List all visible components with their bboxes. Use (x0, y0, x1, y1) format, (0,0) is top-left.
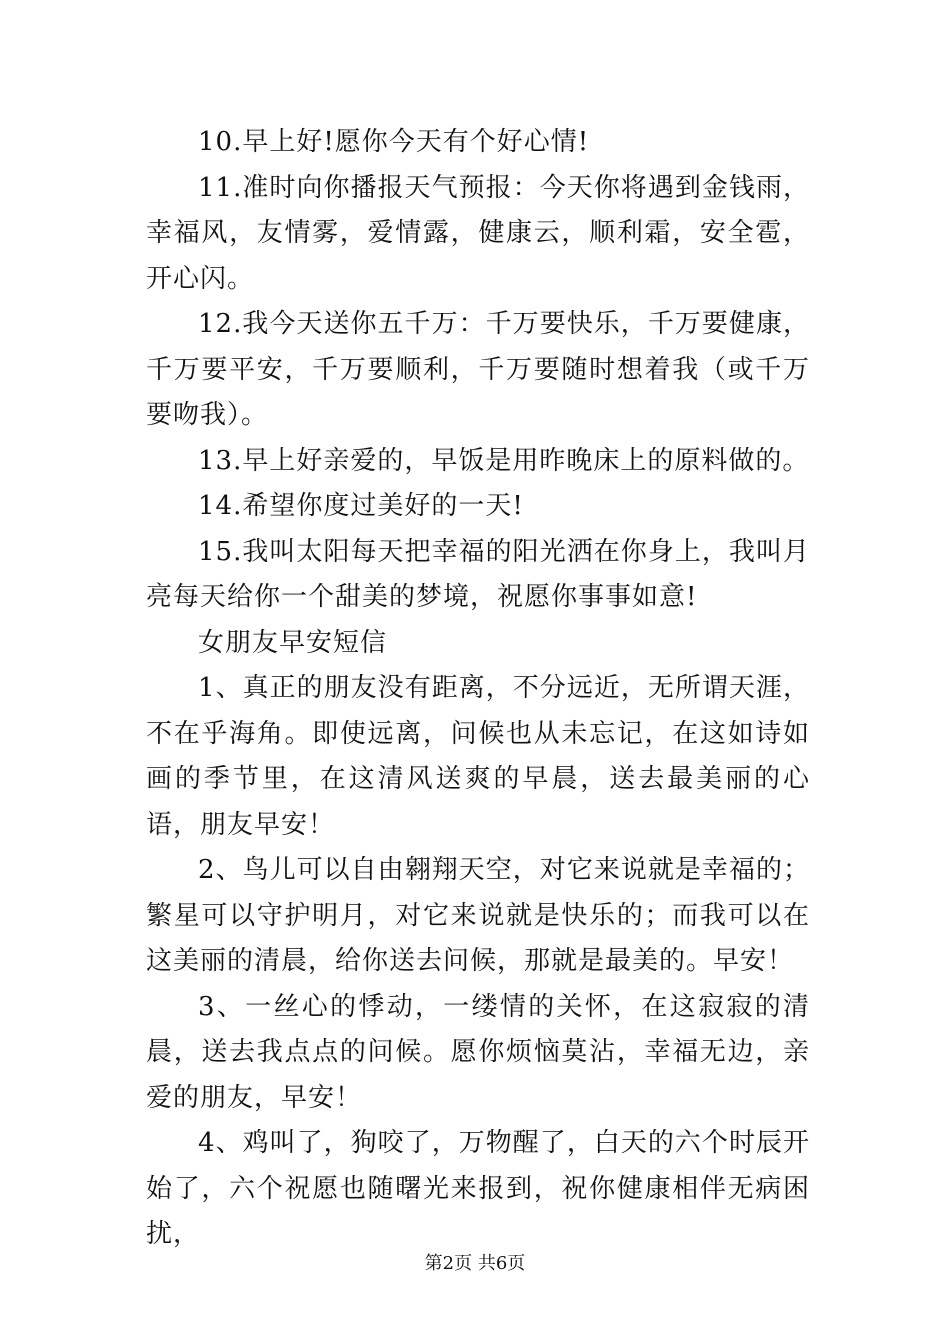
paragraph-11: 11.准时向你播报天气预报：今天你将遇到金钱雨，幸福风，友情雾，爱情露，健康云，顺利霜，安全雹，开心闪。 (146, 172, 810, 294)
paragraph-12: 12.我今天送你五千万：千万要快乐，千万要健康，千万要平安，千万要顺利，千万要随时想着我（或千万要吻我）。 (146, 309, 810, 430)
document-body (146, 120, 810, 1258)
paragraph-13: 13.早上好亲爱的，早饭是用昨晚床上的原料做的。 (198, 445, 810, 476)
paragraph-3: 3、一丝心的悸动，一缕情的关怀，在这寂寂的清晨，送去我点点的问候。愿你烦恼莫沾，幸福无边，亲爱的朋友，早安！ (146, 991, 810, 1113)
page-number-footer: 第2页 共6页 (424, 1253, 526, 1274)
paragraph-1: 1、真正的朋友没有距离，不分远近，无所谓天涯，不在乎海角。即使远离，问候也从未忘记，在这如诗如画的季节里，在这清风送爽的早晨，送去最美丽的心语，朋友早安！ (146, 673, 810, 840)
paragraph-15: 15.我叫太阳每天把幸福的阳光洒在你身上，我叫月亮每天给你一个甜美的梦境，祝愿你事事如意! (146, 536, 810, 612)
paragraph-2: 2、鸟儿可以自由翱翔天空，对它来说就是幸福的；繁星可以守护明月，对它来说就是快乐的；而我可以在这美丽的清晨，给你送去问候，那就是最美的。早安！ (146, 855, 810, 976)
section-heading: 女朋友早安短信 (198, 627, 388, 658)
paragraph-4: 4、鸡叫了，狗咬了，万物醒了，白天的六个时辰开始了，六个祝愿也随曙光来报到，祝你健康相伴无病困扰， (146, 1128, 810, 1249)
paragraph-10: 10.早上好!愿你今天有个好心情! (198, 127, 590, 157)
paragraph-14: 14.希望你度过美好的一天! (198, 491, 524, 521)
